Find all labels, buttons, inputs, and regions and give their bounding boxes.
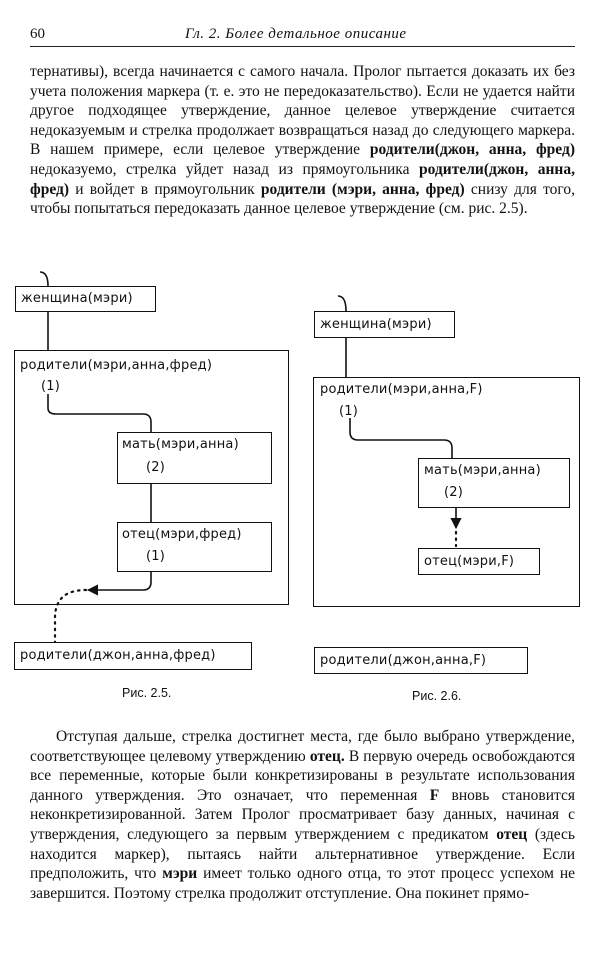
fig25-box-zhenshchina [15,286,156,312]
fig26-entry-arrow [338,296,346,311]
fig26-label-roditeli-dzhon: родители(джон,анна,F) [320,653,487,668]
fig25-box-otec [117,522,272,572]
fig25-label-otec: отец(мэри,фред) [122,527,242,542]
fig26-box-zhenshchina [314,311,455,338]
para2-text-2: В первую очередь освобождаются все переменные, которые были конкретизированы в результате использования данного утверждения. Это означает, что переменная [30,747,575,804]
fig25-box-roditeli-dzhon [14,642,252,670]
para1-text-3: и войдет в прямоугольник [69,180,261,198]
paragraph-main [30,727,575,903]
fig26-box-roditeli-dzhon [314,647,528,674]
fig25-caption: Рис. 2.5. [122,686,172,700]
fig25-label-zhenshchina: женщина(мэри) [21,291,133,306]
fig25-label-roditeli: родители(мэри,анна,фред) [20,358,213,373]
para2-text-5: имеет только одного отца, то этот процесс успехом не завершится. Поэтому стрелка продолжит отступление. Она покинет прямо- [30,865,575,902]
para1-term-3: родители (мэри, анна, фред) [260,180,465,198]
fig25-mark-otec: (1) [146,549,166,564]
para1-text-2: недоказуемо, стрелка уйдет назад из прямоугольника [30,160,419,178]
fig25-label-roditeli-dzhon: родители(джон,анна,фред) [20,648,216,663]
fig26-box-mat [418,458,570,508]
para2-text-4: (здесь находится маркер), пытаясь найти альтернативное утверждение. Если предположить, что [30,825,576,883]
para2-term-2: F [429,786,440,804]
fig26-mark-outer: (1) [339,404,359,419]
fig26-label-zhenshchina: женщина(мэри) [320,317,432,332]
fig25-box-mat [117,432,272,484]
page-number: 60 [30,26,45,42]
para2-text-3: вновь становится неконкретизированной. Затем Пролог просматривает базу данных, начиная с утверждения, следующего за первым утверждением с предикатом [30,786,576,843]
fig26-label-mat: мать(мэри,анна) [424,463,541,478]
fig26-label-otec: отец(мэри,F) [424,554,515,569]
fig26-box-otec [418,548,540,575]
para1-term-1: родители(джон, анна, фред) [369,141,575,159]
para1-text-1: тернативы), всегда начинается с самого начала. Пролог пытается доказать их без учета положения маркера (т. е. это не передоказательство). Если не удается найти другое подходящее утверждение, данное целевое утверждение считается недоказуемым и стрелка продолжает возвращаться назад до следующего маркера. В нашем примере, если целевое утверждение [30,63,575,159]
fig26-mark-mat: (2) [444,485,464,500]
running-title: Гл. 2. Более детальное описание [185,26,407,42]
fig25-mark-mat: (2) [146,460,166,475]
para2-term-3: отец [496,825,528,843]
para2-term-1: отец. [309,747,345,765]
para2-text-1: Отступая дальше, стрелка достигнет места, где было выбрано утверждение, соответствующее целевому утверждению [30,728,575,765]
para1-text-4: снизу для того, чтобы попытаться передоказать данное целевое утверждение (см. рис. 2.5). [30,180,576,218]
fig25-label-mat: мать(мэри,анна) [122,437,239,452]
fig26-caption: Рис. 2.6. [412,689,462,703]
fig25-entry-arrow [40,272,48,286]
para2-term-4: мэри [162,865,198,883]
fig25-mark-outer: (1) [41,379,61,394]
fig26-label-roditeli: родители(мэри,анна,F) [320,382,483,397]
para1-term-2: родители(джон, анна, фред) [30,160,575,198]
